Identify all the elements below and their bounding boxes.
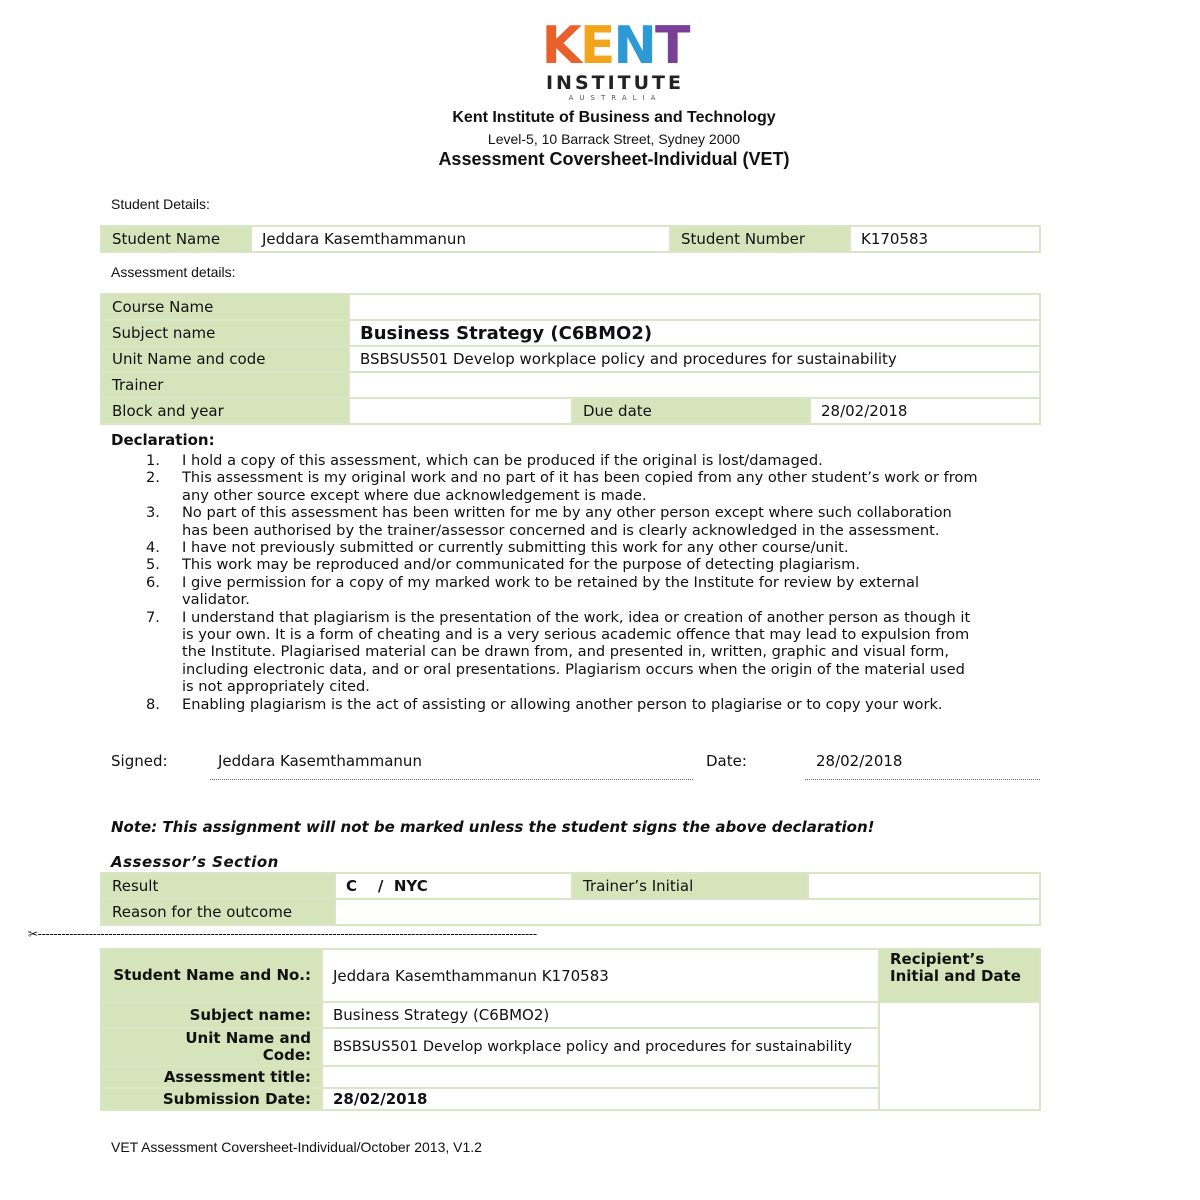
student-number-value[interactable]: K170583 <box>850 226 1040 252</box>
student-details-heading: Student Details: <box>111 196 210 212</box>
declaration-item: 1. I hold a copy of this assessment, which can be produced if the original is lost/damaged. <box>146 452 823 469</box>
date-label: Date: <box>706 752 747 770</box>
signed-field[interactable]: Jeddara Kasemthammanun <box>210 752 693 780</box>
assessment-details-heading: Assessment details: <box>111 264 236 280</box>
declaration-item: 5. This work may be reproduced and/or communicated for the purpose of detecting plagiarism. <box>146 556 860 574</box>
student-number-label: Student Number <box>670 226 850 252</box>
student-name-value[interactable]: Jeddara Kasemthammanun <box>251 226 670 252</box>
trainer-initial-value[interactable] <box>808 873 1040 899</box>
assessment-details-table <box>100 293 1041 425</box>
trainer-label: Trainer <box>101 372 349 398</box>
due-date-value[interactable]: 28/02/2018 <box>810 398 1040 424</box>
date-field[interactable]: 28/02/2018 <box>805 752 1040 780</box>
receipt-unit-label: Unit Name and Code: <box>101 1028 322 1066</box>
logo-letter-t: T <box>654 16 689 76</box>
logo-wordmark <box>515 16 715 76</box>
signed-label: Signed: <box>111 752 168 770</box>
cut-line: ✂------------------------------------------------------------------------------------------------------------------------------- <box>28 927 537 941</box>
document-title: Assessment Coversheet-Individual (VET) <box>438 149 790 169</box>
declaration-item: 8. Enabling plagiarism is the act of assisting or allowing another person to plagiarise or to copy your work. <box>146 695 943 713</box>
reason-label: Reason for the outcome <box>101 899 335 925</box>
trainer-value[interactable] <box>349 372 1040 398</box>
org-name: Kent Institute of Business and Technology <box>452 109 776 126</box>
subject-name-label: Subject name <box>101 320 349 346</box>
block-year-label: Block and year <box>101 398 349 424</box>
unit-name-label: Unit Name and code <box>101 346 349 372</box>
subject-name-value[interactable]: Business Strategy (C6BMO2) <box>349 320 1040 346</box>
declaration-list <box>108 452 1118 713</box>
reason-value[interactable] <box>335 899 1040 925</box>
course-name-label: Course Name <box>101 294 349 320</box>
receipt-title-label: Assessment title: <box>101 1066 322 1088</box>
receipt-unit-value[interactable]: BSBSUS501 Develop workplace policy and procedures for sustainability <box>322 1028 879 1066</box>
receipt-student-label: Student Name and No.: <box>101 949 322 1002</box>
footer-version: VET Assessment Coversheet-Individual/October 2013, V1.2 <box>111 1139 482 1155</box>
logo-institute-text: INSTITUTE <box>545 72 684 94</box>
kent-institute-logo <box>515 16 715 104</box>
recipient-initial-value[interactable] <box>879 1002 1040 1110</box>
receipt-student-value[interactable]: Jeddara Kasemthammanun K170583 <box>322 949 879 1002</box>
logo-letter-n: N <box>613 16 655 76</box>
recipient-initial-label: Recipient’s Initial and Date <box>879 949 1040 1002</box>
logo-letter-k: K <box>541 16 580 76</box>
receipt-submission-label: Submission Date: <box>101 1088 322 1110</box>
assessor-table <box>100 872 1041 926</box>
receipt-subject-label: Subject name: <box>101 1002 322 1028</box>
result-label: Result <box>101 873 335 899</box>
receipt-table <box>100 948 1041 1111</box>
logo-letter-e: E <box>579 16 614 76</box>
declaration-item: 2. This assessment is my original work and no part of it has been copied from any other student’s work or from any other source except where due acknowledgement is made. <box>146 469 978 504</box>
declaration-item: 6. I give permission for a copy of my marked work to be retained by the Institute for review by external validator. <box>146 573 919 609</box>
result-value[interactable]: C / NYC <box>335 873 572 899</box>
course-name-value[interactable] <box>349 294 1040 320</box>
logo-country-text: AUSTRALIA <box>568 94 662 102</box>
receipt-title-value[interactable] <box>322 1066 879 1088</box>
signature-note: Note: This assignment will not be marked unless the student signs the above declaration! <box>111 818 875 836</box>
student-name-label: Student Name <box>101 226 251 252</box>
declaration-item: 4. I have not previously submitted or currently submitting this work for any other course/unit. <box>146 539 849 557</box>
receipt-subject-value[interactable]: Business Strategy (C6BMO2) <box>322 1002 879 1028</box>
assessor-section-heading: Assessor’s Section <box>111 853 279 871</box>
declaration-item: 3. No part of this assessment has been written for me by any other person except where such collaboration has been authorised by the trainer/assessor concerned and is clearly acknowledged in the assessment. <box>146 504 952 539</box>
receipt-submission-value[interactable]: 28/02/2018 <box>322 1088 879 1110</box>
due-date-label: Due date <box>572 398 810 424</box>
declaration-heading: Declaration: <box>111 431 215 449</box>
unit-name-value[interactable]: BSBSUS501 Develop workplace policy and procedures for sustainability <box>349 346 1040 372</box>
org-address: Level-5, 10 Barrack Street, Sydney 2000 <box>487 131 741 147</box>
student-details-table <box>100 225 1041 253</box>
trainer-initial-label: Trainer’s Initial <box>572 873 808 899</box>
block-year-value[interactable] <box>349 398 572 424</box>
declaration-item: 7. I understand that plagiarism is the presentation of the work, idea or creation of another person as though it is your own. It is a form of cheating and is a very serious academic offence that may lead to expulsion from the Institute. Plagiarised material can be drawn from, and presented in, written, graphic and visual form, including electronic data, and or oral presentations. Plagiarism occurs when the origin of the material used is not appropriately cited. <box>146 608 971 696</box>
